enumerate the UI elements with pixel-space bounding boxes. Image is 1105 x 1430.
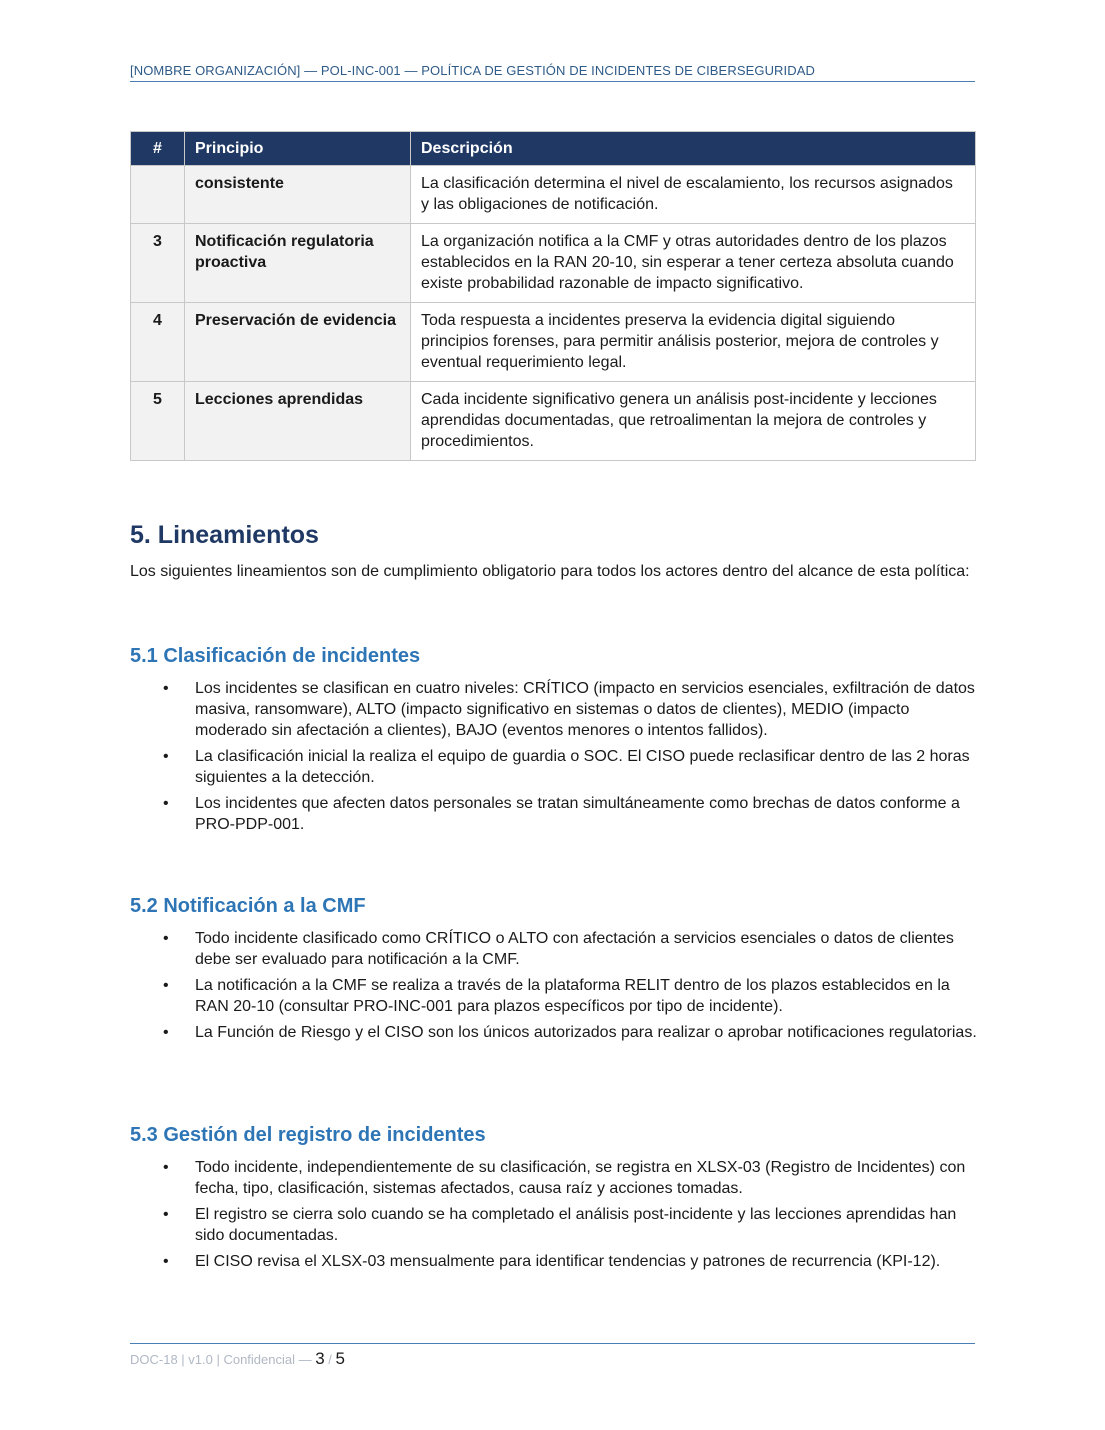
list-item <box>130 793 980 835</box>
bullet-icon: • <box>163 1253 169 1270</box>
column-header-principle: Principio <box>185 132 411 166</box>
list-item <box>130 1022 980 1043</box>
list-item-text: La notificación a la CMF se realiza a través de la plataforma RELIT dentro de los plazos establecidos en la RAN 20-10 (consultar PRO-INC-001 para plazos específicos por tipo de incidente). <box>195 977 950 1015</box>
bullet-list-notification <box>130 928 980 1048</box>
row-description: La clasificación determina el nivel de escalamiento, los recursos asignados y las obligaciones de notificación. <box>411 166 976 224</box>
bullet-icon: • <box>163 1206 169 1223</box>
section-title: 5. Lineamientos <box>130 521 319 549</box>
principles-table <box>130 131 976 461</box>
row-description: Cada incidente significativo genera un análisis post-incidente y lecciones aprendidas documentadas, que retroalimentan la mejora de controles y procedimientos. <box>411 382 976 461</box>
subsection-title-classification: 5.1 Clasificación de incidentes <box>130 645 421 667</box>
subsection-title-registry: 5.3 Gestión del registro de incidentes <box>130 1124 486 1146</box>
table-header-row <box>131 132 976 166</box>
row-description: Toda respuesta a incidentes preserva la evidencia digital siguiendo principios forenses, para permitir análisis posterior, mejora de controles y eventual requerimiento legal. <box>411 303 976 382</box>
table-row <box>131 303 976 382</box>
table-row <box>131 166 976 224</box>
list-item <box>130 1204 980 1246</box>
bullet-icon: • <box>163 795 169 812</box>
bullet-icon: • <box>163 1159 169 1176</box>
list-item-text: Los incidentes que afecten datos personales se tratan simultáneamente como brechas de datos conforme a PRO-PDP-001. <box>195 795 960 833</box>
list-item <box>130 975 980 1017</box>
row-principle: consistente <box>185 166 411 224</box>
list-item-text: La clasificación inicial la realiza el equipo de guardia o SOC. El CISO puede reclasificar dentro de las 2 horas siguientes a la detección. <box>195 748 970 786</box>
page-number: 3 <box>315 1349 325 1368</box>
list-item-text: Todo incidente clasificado como CRÍTICO o ALTO con afectación a servicios esenciales o datos de clientes debe ser evaluado para notificación a la CMF. <box>195 930 954 968</box>
bullet-icon: • <box>163 1024 169 1041</box>
bullet-list-classification <box>130 678 980 840</box>
page-separator: / <box>324 1352 336 1367</box>
row-principle: Lecciones aprendidas <box>185 382 411 461</box>
list-item <box>130 678 980 741</box>
list-item-text: El registro se cierra solo cuando se ha completado el análisis post-incidente y las lecciones aprendidas han sido documentadas. <box>195 1206 957 1244</box>
list-item <box>130 928 980 970</box>
row-principle: Preservación de evidencia <box>185 303 411 382</box>
row-number: 3 <box>131 224 185 303</box>
list-item-text: El CISO revisa el XLSX-03 mensualmente para identificar tendencias y patrones de recurrencia (KPI-12). <box>195 1253 941 1270</box>
bullet-list-registry <box>130 1157 980 1277</box>
bullet-icon: • <box>163 930 169 947</box>
page-total: 5 <box>335 1349 345 1368</box>
row-number: 4 <box>131 303 185 382</box>
table-row <box>131 382 976 461</box>
list-item-text: Los incidentes se clasifican en cuatro niveles: CRÍTICO (impacto en servicios esenciales, exfiltración de datos masiva, ransomware), ALTO (impacto significativo en sistemas o datos de clientes), MEDIO (impacto moderado sin afectación a clientes), BAJO (eventos menores o intentos fallidos). <box>195 680 975 739</box>
list-item <box>130 746 980 788</box>
page-header: [NOMBRE ORGANIZACIÓN] — POL-INC-001 — POLÍTICA DE GESTIÓN DE INCIDENTES DE CIBERSEGURIDAD <box>130 63 975 82</box>
page-footer <box>130 1343 975 1369</box>
column-header-description: Descripción <box>411 132 976 166</box>
section-intro: Los siguientes lineamientos son de cumplimiento obligatorio para todos los actores dentro del alcance de esta política: <box>130 563 970 580</box>
bullet-icon: • <box>163 748 169 765</box>
row-description: La organización notifica a la CMF y otras autoridades dentro de los plazos establecidos en la RAN 20-10, sin esperar a tener certeza absoluta cuando existe probabilidad razonable de impacto significativo. <box>411 224 976 303</box>
row-number <box>131 166 185 224</box>
list-item-text: La Función de Riesgo y el CISO son los únicos autorizados para realizar o aprobar notificaciones regulatorias. <box>195 1024 977 1041</box>
list-item <box>130 1251 980 1272</box>
bullet-icon: • <box>163 977 169 994</box>
row-number: 5 <box>131 382 185 461</box>
subsection-title-notification: 5.2 Notificación a la CMF <box>130 895 366 917</box>
row-principle: Notificación regulatoria proactiva <box>185 224 411 303</box>
table-row <box>131 224 976 303</box>
bullet-icon: • <box>163 680 169 697</box>
footer-doc-info: DOC-18 | v1.0 | Confidencial — <box>130 1352 316 1367</box>
list-item <box>130 1157 980 1199</box>
column-header-number: # <box>131 132 185 166</box>
list-item-text: Todo incidente, independientemente de su clasificación, se registra en XLSX-03 (Registro de Incidentes) con fecha, tipo, clasificación, sistemas afectados, causa raíz y acciones tomadas. <box>195 1159 966 1197</box>
